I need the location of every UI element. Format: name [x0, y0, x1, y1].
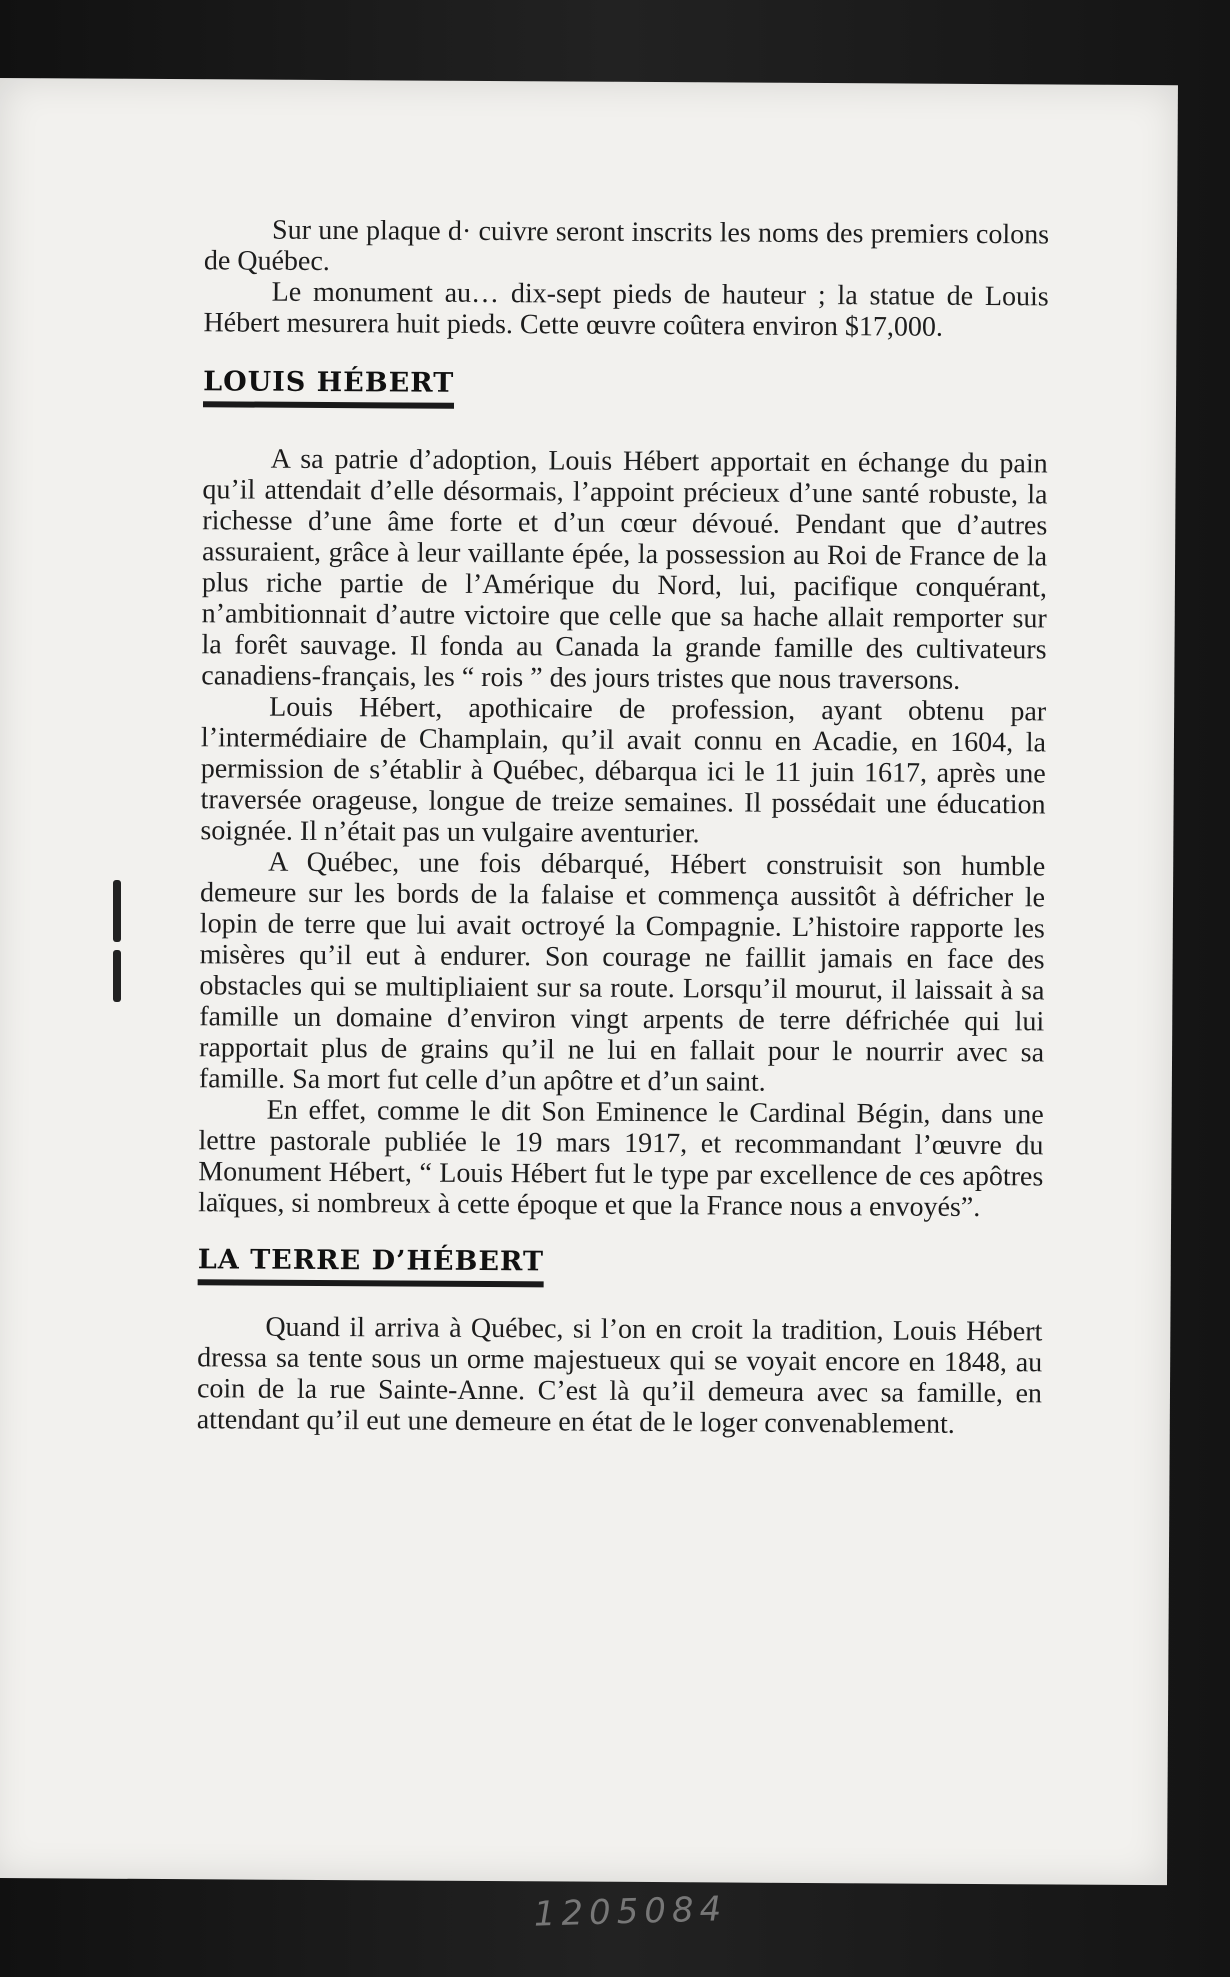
section1-paragraph-4: En effet, comme le dit Son Eminence le Cardinal Bégin, dans une lettre pastorale publiée le 19 mars 1917, et recommandant l’œuvre du Monument Hébert, “ Louis Hébert fut le type par excellence de ces apôtres laïques, si nombreux à cette époque et que la France nous a envoyés”. — [198, 1094, 1044, 1224]
intro-paragraph-1: Sur une plaque d· cuivre seront inscrits les noms des premiers colons de Québec. — [203, 214, 1050, 278]
document-page — [0, 78, 1178, 1935]
handwritten-catalog-number: 1205084 — [533, 1889, 728, 1935]
document-body — [197, 214, 1049, 1440]
binding-mark-bottom — [113, 950, 121, 1002]
section-heading-louis-hebert: LOUIS HÉBERT — [203, 366, 454, 409]
binding-mark-top — [113, 880, 121, 942]
section1-paragraph-1: A sa patrie d’adoption, Louis Hébert apportait en échange du pain qu’il attendait d’elle désormais, l’appoint précieux d’une santé robuste, la richesse d’une âme forte et d’un cœur dévoué. Pendant que d’autres assuraient, grâce à leur vaillante épée, la possession au Roi de France de la plus riche partie de l’Amérique du Nord, lui, pacifique conquérant, n’ambitionnait d’autre victoire que celle que sa hache allait remporter sur la forêt sauvage. Il fonda au Canada la grande famille des cultivateurs canadiens-français, les “ rois ” des jours tristes que nous traversons. — [201, 443, 1048, 696]
section2-paragraph-1: Quand il arriva à Québec, si l’on en croit la tradition, Louis Hébert dressa sa tente sous un orme majestueux qui se voyait encore en 1848, au coin de la rue Sainte-Anne. C’est là qu’il demeura avec sa famille, en attendant qu’il eut une demeure en état de le loger convenablement. — [196, 1311, 1043, 1440]
section1-paragraph-2: Louis Hébert, apothicaire de profession, ayant obtenu par l’intermédiaire de Champlain, qu’il avait connu en Acadie, en 1604, la permission de s’établir à Québec, débarqua ici le 11 juin 1617, après une traversée orageuse, longue de treize semaines. Il possédait une éducation soignée. Il n’était pas un vulgaire aventurier. — [200, 691, 1047, 850]
intro-paragraph-2: Le monument au… dix-sept pieds de hauteur ; la statue de Louis Hébert mesurera huit pieds. Cette œuvre coûtera environ $17,000. — [203, 276, 1049, 343]
section-heading-terre-hebert: LA TERRE D’HÉBERT — [198, 1244, 544, 1287]
section1-paragraph-3: A Québec, une fois débarqué, Hébert construisit son humble demeure sur les bords de la falaise et commença aussitôt à défricher le lopin de terre que lui avait octroyé la Compagnie. L’histoire rapporte les misères qu’il eut à endurer. Son courage ne faillit jamais en face des obstacles qui se multipliaient sur sa route. Lorsqu’il mourut, il laissait à sa famille un domaine d’environ vingt arpents de terre défrichée qui lui rapportait plus de grains qu’il ne lui en fallait pour le nourrir avec sa famille. Sa mort fut celle d’un apôtre et d’un saint. — [198, 846, 1046, 1098]
